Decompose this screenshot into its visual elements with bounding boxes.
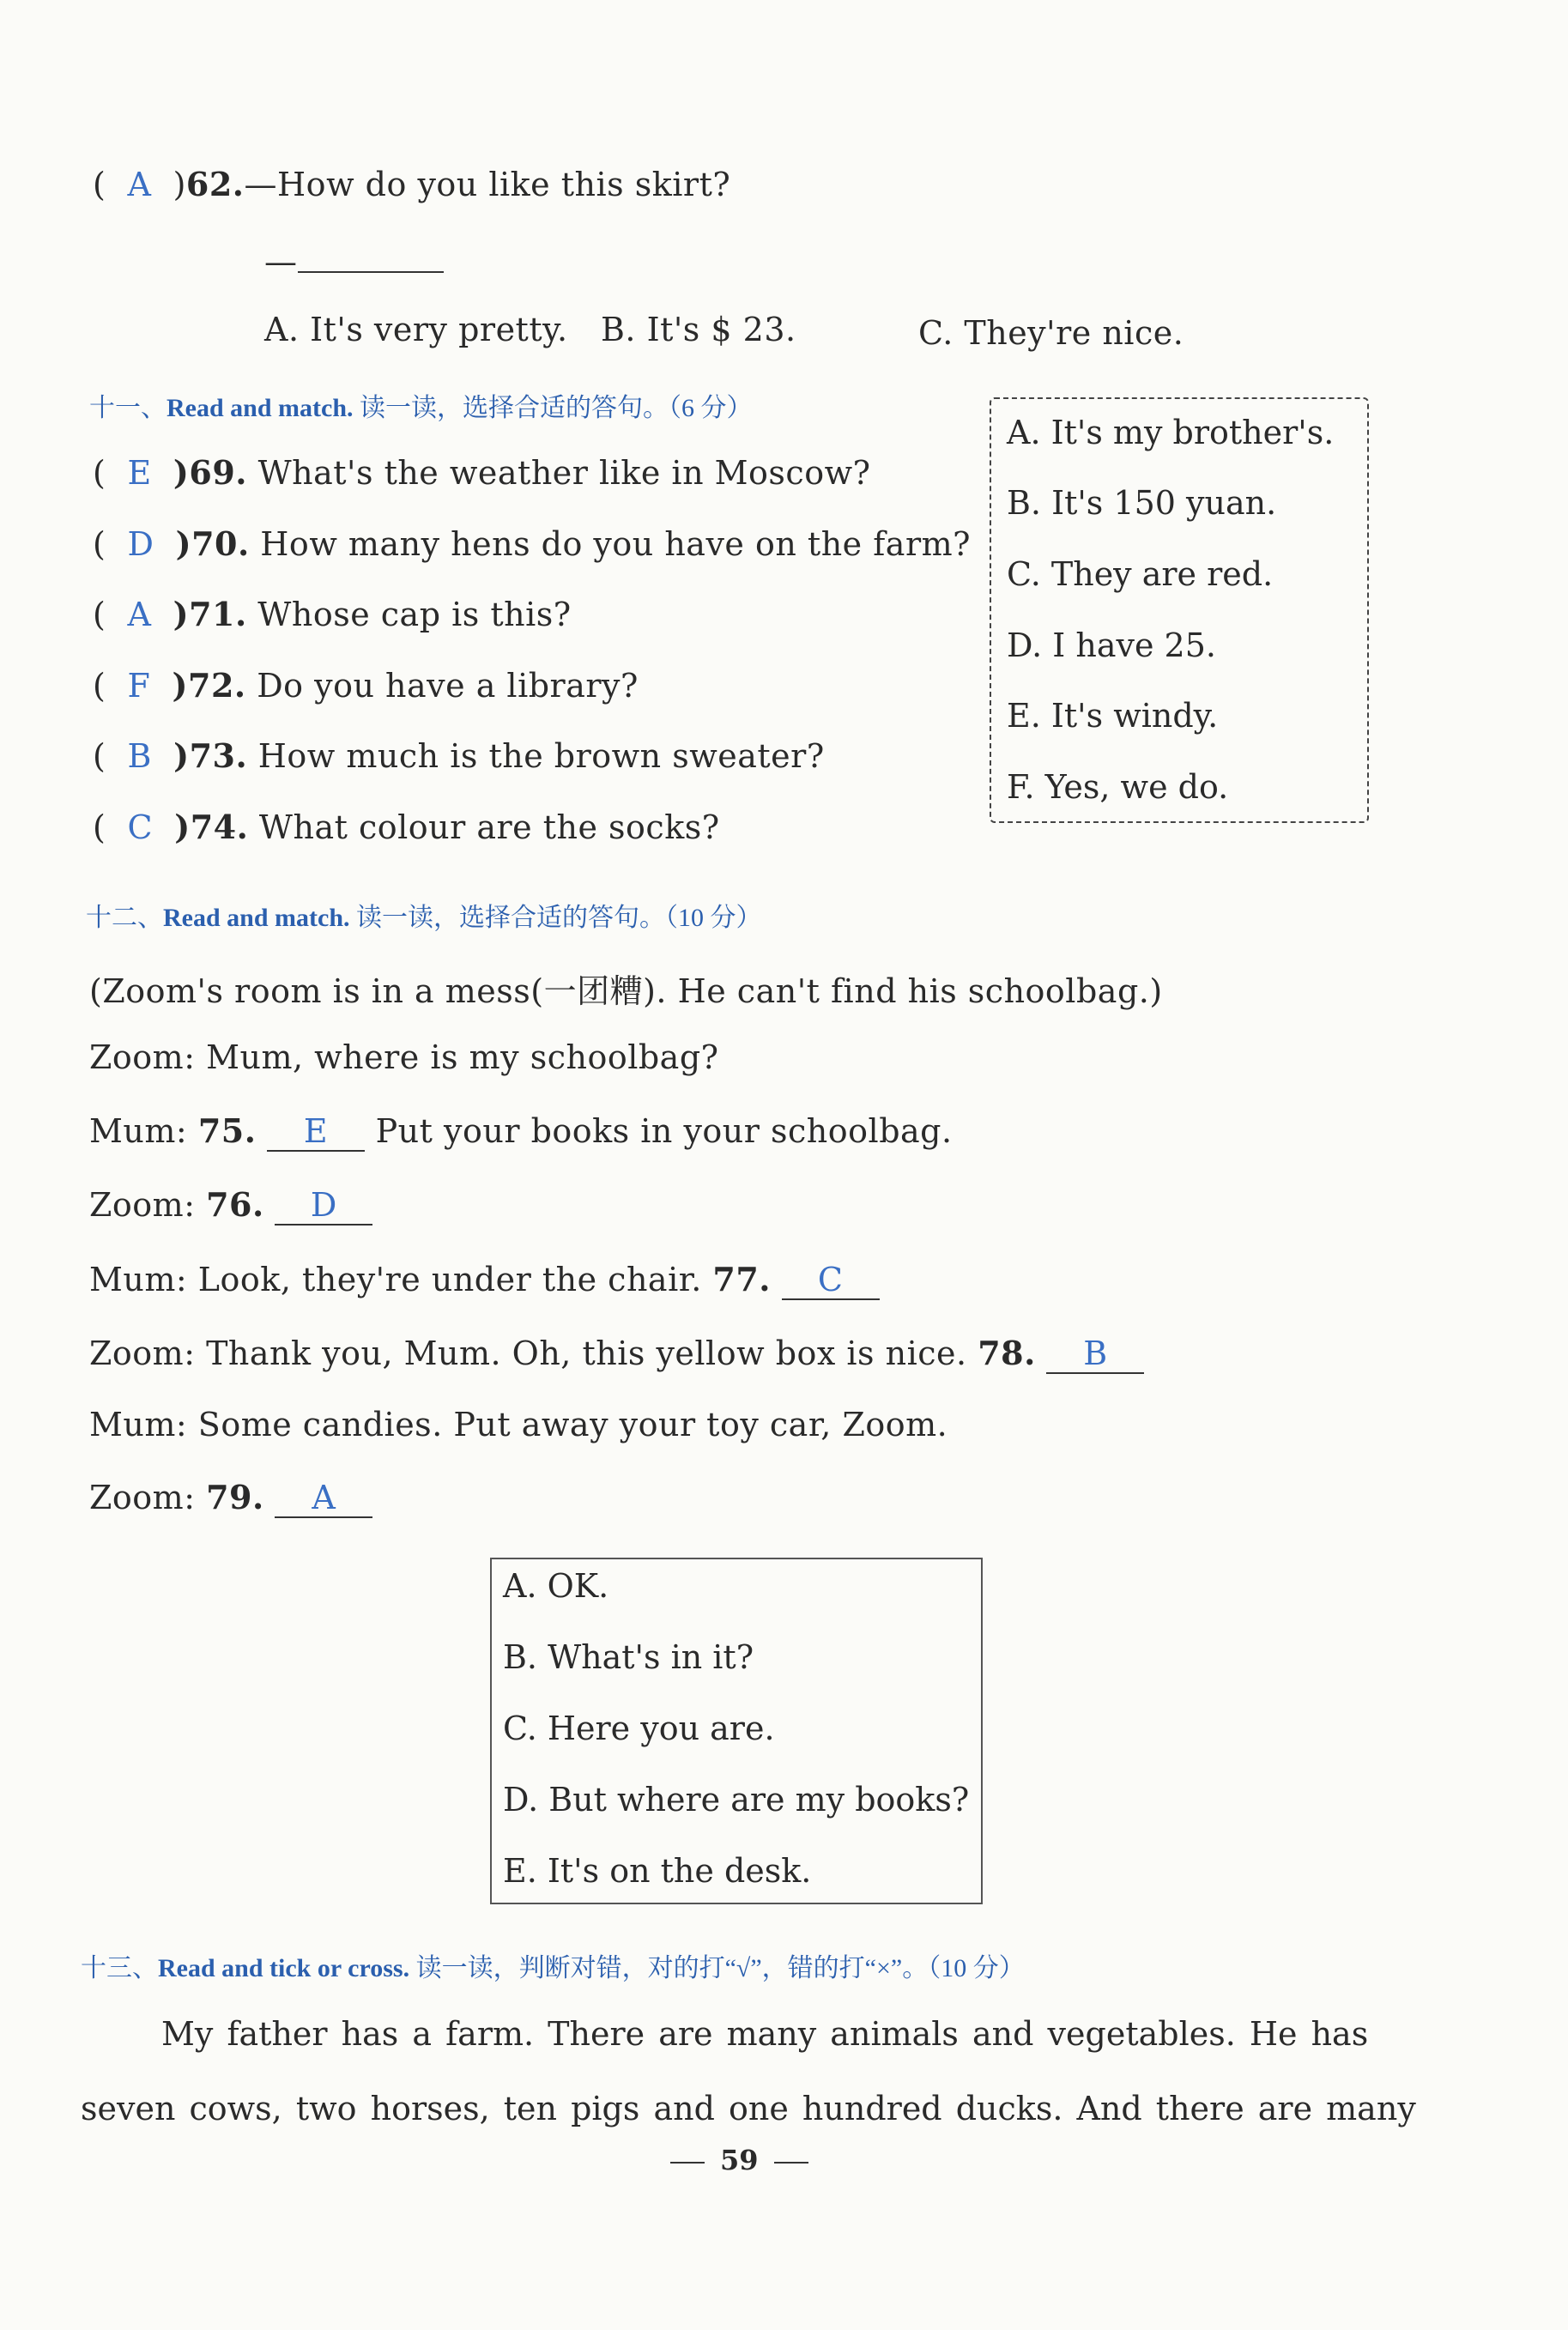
speaker: Zoom: <box>89 1038 196 1076</box>
question-number: )74. <box>174 808 249 846</box>
question-text: What colour are the socks? <box>248 808 720 846</box>
option-item: D. But where are my books? <box>503 1781 970 1819</box>
section-12-heading <box>86 896 762 934</box>
reply-dash: — <box>264 243 298 281</box>
answer-blank: C <box>782 1264 880 1300</box>
question-text: Do you have a library? <box>245 667 639 705</box>
answer: A <box>127 166 152 203</box>
page-dash-right <box>774 2162 808 2164</box>
question-number: )73. <box>173 736 248 775</box>
dialogue-line <box>89 1478 372 1518</box>
line-text: Some candies. Put away your toy car, Zoom. <box>187 1406 948 1443</box>
options-box-dashed <box>990 397 1369 823</box>
question-69: ( E )69. What's the weather like in Moscow? <box>93 453 871 492</box>
section-11-heading <box>89 386 753 424</box>
question-number: 77. <box>712 1260 772 1298</box>
page-number-text: 59 <box>720 2144 759 2176</box>
line-text: Look, they're under the chair. <box>187 1261 713 1298</box>
dialogue-line <box>89 1260 880 1300</box>
answer-blank: E <box>267 1116 365 1152</box>
passage-line-1: My father has a farm. There are many animals and vegetables. He has <box>161 2015 1369 2053</box>
question-text: How many hens do you have on the farm? <box>249 525 972 563</box>
section-title-en: Read and match. <box>163 904 350 932</box>
dialogue-line <box>89 1406 947 1443</box>
section-title-cn: 读一读，选择合适的答句。（10 分） <box>349 904 762 932</box>
answer: C <box>127 808 154 846</box>
option-item: A. It's my brother's. <box>1007 414 1335 451</box>
question-74: ( C )74. What colour are the socks? <box>93 808 720 846</box>
page-number <box>655 2144 824 2176</box>
answer: F <box>127 667 151 705</box>
option-item: B. What's in it? <box>503 1638 754 1676</box>
question-70: ( D )70. How many hens do you have on the farm? <box>93 524 972 563</box>
option-item: E. It's on the desk. <box>503 1852 812 1890</box>
answer-blank <box>298 237 444 273</box>
option-item: E. It's windy. <box>1007 697 1219 735</box>
question-number: 79. <box>206 1478 264 1516</box>
answer: B <box>127 737 152 775</box>
option-item: D. I have 25. <box>1007 626 1216 664</box>
question-text: Whose cap is this? <box>246 596 572 633</box>
line-text: Thank you, Mum. Oh, this yellow box is nice. <box>195 1334 978 1372</box>
line-text: Mum, where is my schoolbag? <box>195 1038 719 1076</box>
speaker: Mum: <box>89 1112 188 1150</box>
option-item: C. They are red. <box>1007 555 1274 593</box>
answer: D <box>127 525 154 563</box>
answer-blank: D <box>275 1189 372 1226</box>
question-73: ( B )73. How much is the brown sweater? <box>93 736 825 775</box>
answer-blank: A <box>275 1482 372 1518</box>
speaker: Zoom: <box>89 1479 196 1516</box>
section-title-cn: 读一读，选择合适的答句。（6 分） <box>353 394 753 422</box>
question-62-reply <box>264 237 444 281</box>
section-title-en: Read and match. <box>166 394 354 422</box>
question-number: )71. <box>173 595 247 633</box>
answer: A <box>127 596 152 633</box>
question-number: 62. <box>185 165 245 203</box>
question-number: )69. <box>173 453 247 492</box>
question-71: ( A )71. Whose cap is this? <box>93 595 572 633</box>
question-text: —How do you like this skirt? <box>244 166 731 203</box>
option-b: B. It's $ 23. <box>601 311 796 348</box>
speaker: Mum: <box>89 1261 188 1298</box>
line-text: Put your books in your schoolbag. <box>365 1112 953 1150</box>
question-number: 75. <box>197 1111 257 1150</box>
question-number: 76. <box>206 1185 264 1224</box>
option-a: A. It's very pretty. <box>264 311 568 348</box>
question-text: How much is the brown sweater? <box>247 737 825 775</box>
speaker: Zoom: <box>89 1334 196 1372</box>
section-title-cn: 读一读，判断对错，对的打“√”，错的打“×”。（10 分） <box>409 1954 1025 1982</box>
answer: E <box>127 454 152 492</box>
question-number: )70. <box>175 524 250 563</box>
answer-blank: B <box>1046 1338 1144 1374</box>
section-prefix: 十三、 <box>81 1954 158 1982</box>
answer-paren: ( A ) <box>93 166 186 203</box>
option-item: A. OK. <box>503 1567 609 1605</box>
question-72: ( F )72. Do you have a library? <box>93 666 639 705</box>
option-c: C. They're nice. <box>918 314 1184 352</box>
speaker: Mum: <box>89 1406 188 1443</box>
passage-line-2: seven cows, two horses, ten pigs and one hundred ducks. And there are many <box>81 2090 1416 2127</box>
option-item: F. Yes, we do. <box>1007 768 1229 806</box>
section-title-en: Read and tick or cross. <box>158 1954 410 1982</box>
section-prefix: 十一、 <box>89 394 166 422</box>
dialogue-line <box>89 1038 719 1076</box>
dialogue-line <box>89 1185 372 1226</box>
question-number: )72. <box>172 666 246 705</box>
page-dash-left <box>670 2162 705 2164</box>
dialogue-line <box>89 1334 1144 1374</box>
question-number: 78. <box>978 1334 1036 1372</box>
section-prefix: 十二、 <box>86 904 163 932</box>
dialogue-intro: (Zoom's room is in a mess(一团糟). He can't find his schoolbag.) <box>89 972 1163 1010</box>
dialogue-line <box>89 1111 953 1152</box>
question-62 <box>93 165 730 203</box>
section-13-heading <box>81 1946 1025 1984</box>
speaker: Zoom: <box>89 1186 196 1224</box>
option-item: C. Here you are. <box>503 1710 775 1747</box>
question-text: What's the weather like in Moscow? <box>247 454 871 492</box>
option-item: B. It's 150 yuan. <box>1007 484 1277 522</box>
